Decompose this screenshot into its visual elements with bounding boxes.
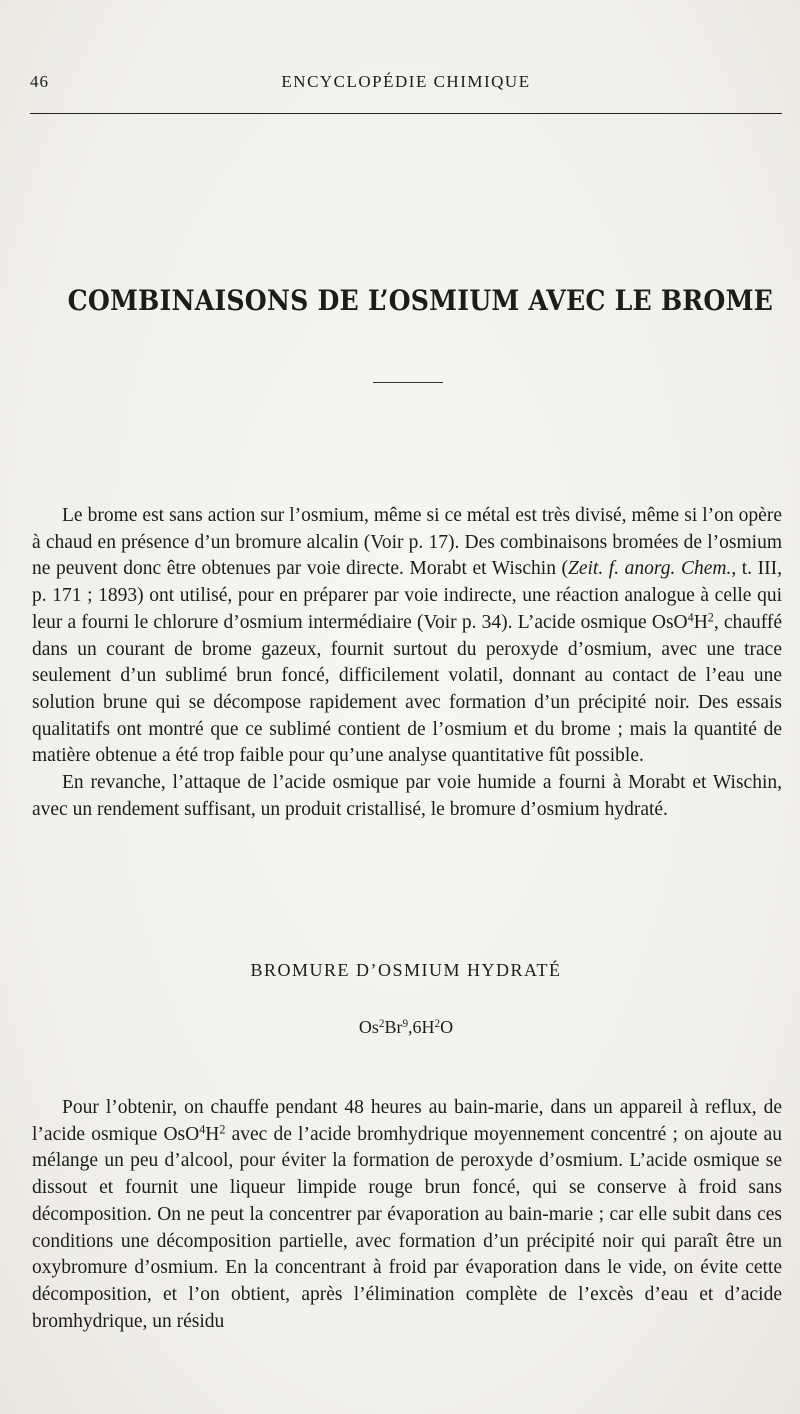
- title-divider: [373, 382, 443, 383]
- intro-section: [32, 503, 782, 823]
- chemical-formula: $Os^2Br^9,6H^2O$: [358, 1017, 454, 1037]
- preparation-paragraph: Pour l’obtenir, on chauffe pendant 48 heures au bain-marie, dans un appareil à reflux, de l’acide osmique $OsO^4H^2$ avec de l’acide bromhydrique moyennement concentré ; on ajoute au mélange un peu d’alcool, pour éviter la formation de peroxyde d’osmium. L’acide osmique se dissout et fournit une liqueur limpide rouge brun foncé, qui se conserve à froid sans décomposition. On ne peut la concentrer par évaporation au bain-marie ; car elle subit dans ces conditions une décomposition partielle, avec formation d’un précipité noir qui paraît être un oxybromure d’osmium. En la concentrant à froid par évaporation dans le vide, on évite cette décomposition, et l’on obtient, après l’élimination complète de l’excès d’eau et d’acide bromhydrique, un résidu: [32, 1097, 782, 1332]
- intro-paragraph: Le brome est sans action sur l’osmium, même si ce métal est très divisé, même si l’on opère à chaud en présence d’un bromure alcalin (Voir p. 17). Des combinaisons bromées de l’osmium ne peuvent donc être obtenues par voie directe. Morabt et Wischin (Zeit. f. anorg. Chem., t. III, p. 171 ; 1893) ont utilisé, pour en préparer par voie indirecte, une réaction analogue à celle qui leur a fourni le chlorure d’osmium intermédiaire (Voir p. 34). L’acide osmique $OsO^4H^2$, chauffé dans un courant de brome gazeux, fournit surtout du peroxyde d’osmium, avec une trace seulement d’un sublimé brun foncé, difficilement volatil, donnant au contact de l’eau une solution brune qui se décompose rapidement avec formation d’un précipité noir. Des essais qualitatifs ont montré que ce sublimé contient de l’osmium et du brome ; mais la quantité de matière obtenue a été trop faible pour qu’une analyse quantitative fût possible.: [32, 505, 782, 767]
- running-title: ENCYCLOPÉDIE CHIMIQUE: [281, 72, 531, 91]
- running-header: [30, 72, 782, 96]
- header-rule: [30, 113, 782, 114]
- page-number: 46: [30, 72, 49, 91]
- preparation-section: [32, 1095, 782, 1335]
- intro-paragraph-2: En revanche, l’attaque de l’acide osmique par voie humide a fourni à Morabt et Wischin, avec un rendement suffisant, un produit cristallisé, le bromure d’osmium hydraté.: [32, 772, 782, 820]
- citation: Zeit. f. anorg. Chem.: [568, 558, 732, 580]
- section-title: BROMURE D’OSMIUM HYDRATÉ: [250, 960, 562, 980]
- chapter-title: COMBINAISONS DE L’OSMIUM AVEC LE BROME: [67, 284, 774, 317]
